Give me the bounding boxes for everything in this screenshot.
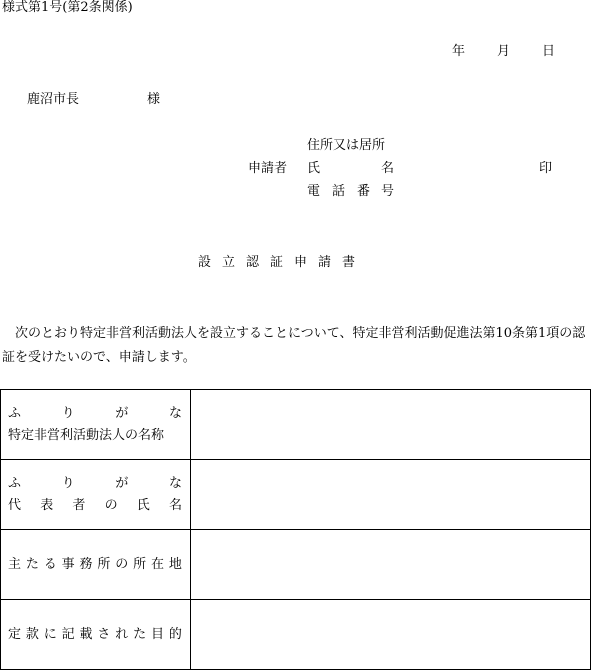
org-name-label: 特定非営利活動法人の名称 — [8, 427, 165, 443]
form-header: 様式第1号(第2条関係) — [2, 0, 133, 15]
furigana-char: な — [168, 475, 182, 491]
label-char: 地 — [168, 556, 182, 572]
furigana-label — [1, 403, 190, 425]
label-char: 事 — [61, 556, 75, 572]
org-name-label-cell — [1, 390, 191, 460]
label-char: た — [25, 556, 39, 572]
table-row — [1, 460, 591, 530]
label-char: 者 — [72, 497, 86, 513]
label-char: 目 — [151, 626, 165, 642]
label-char: 務 — [79, 556, 93, 572]
table-row — [1, 530, 591, 600]
table-row — [1, 390, 591, 460]
label-char: 名 — [168, 497, 182, 513]
furigana-char: が — [115, 405, 129, 421]
applicant-label: 申請者 — [248, 161, 288, 176]
label-char: る — [43, 556, 57, 572]
label-char: の — [115, 556, 129, 572]
label-char: 氏 — [136, 497, 150, 513]
furigana-char: り — [61, 475, 75, 491]
articles-purpose-value-cell[interactable] — [191, 600, 591, 670]
label-char: 主 — [8, 556, 22, 572]
label-char: の — [104, 497, 118, 513]
articles-purpose-label — [1, 624, 190, 646]
application-table — [0, 389, 591, 670]
furigana-char: り — [61, 405, 75, 421]
label-char: れ — [115, 626, 129, 642]
label-char: 代 — [8, 497, 22, 513]
org-name-value-cell[interactable] — [191, 390, 591, 460]
document-title: 設立認証申請書 — [198, 255, 367, 270]
applicant-name-label-2: 名 — [381, 161, 395, 176]
representative-label-cell — [1, 460, 191, 530]
label-char: さ — [97, 626, 111, 642]
label-char: 所 — [97, 556, 111, 572]
furigana-char: ふ — [8, 405, 22, 421]
label-char: 的 — [168, 626, 182, 642]
date-day-label: 日 — [542, 44, 556, 59]
label-char: 記 — [61, 626, 75, 642]
representative-value-cell[interactable] — [191, 460, 591, 530]
label-char: 定 — [8, 626, 22, 642]
body-text: 次のとおり特定非営利活動法人を設立することについて、特定非営利活動促進法第10条第1項の認証を受けたいので、申請します。 — [2, 326, 586, 365]
phone-char: 号 — [381, 184, 395, 199]
furigana-char: が — [115, 475, 129, 491]
applicant-address-label: 住所又は居所 — [307, 138, 386, 153]
applicant-name-label-1: 氏 — [307, 161, 321, 176]
representative-name-label — [1, 495, 190, 517]
furigana-char: ふ — [8, 475, 22, 491]
label-char: 所 — [133, 556, 147, 572]
phone-char: 番 — [357, 184, 371, 199]
furigana-char: な — [168, 405, 182, 421]
table-row — [1, 600, 591, 670]
addressee-name: 鹿沼市長 — [27, 92, 80, 107]
label-char: た — [133, 626, 147, 642]
articles-purpose-label-cell — [1, 600, 191, 670]
label-char: 表 — [40, 497, 54, 513]
date-year-label: 年 — [452, 44, 466, 59]
phone-char: 話 — [332, 184, 346, 199]
office-location-value-cell[interactable] — [191, 530, 591, 600]
addressee-honorific: 様 — [147, 92, 161, 107]
label-char: 款 — [25, 626, 39, 642]
office-location-label — [1, 554, 190, 576]
office-location-label-cell — [1, 530, 191, 600]
phone-char: 電 — [307, 184, 321, 199]
furigana-label — [1, 473, 190, 495]
seal-mark: 印 — [539, 161, 553, 176]
label-char: 在 — [151, 556, 165, 572]
date-month-label: 月 — [497, 44, 511, 59]
label-char: に — [43, 626, 57, 642]
label-char: 載 — [79, 626, 93, 642]
